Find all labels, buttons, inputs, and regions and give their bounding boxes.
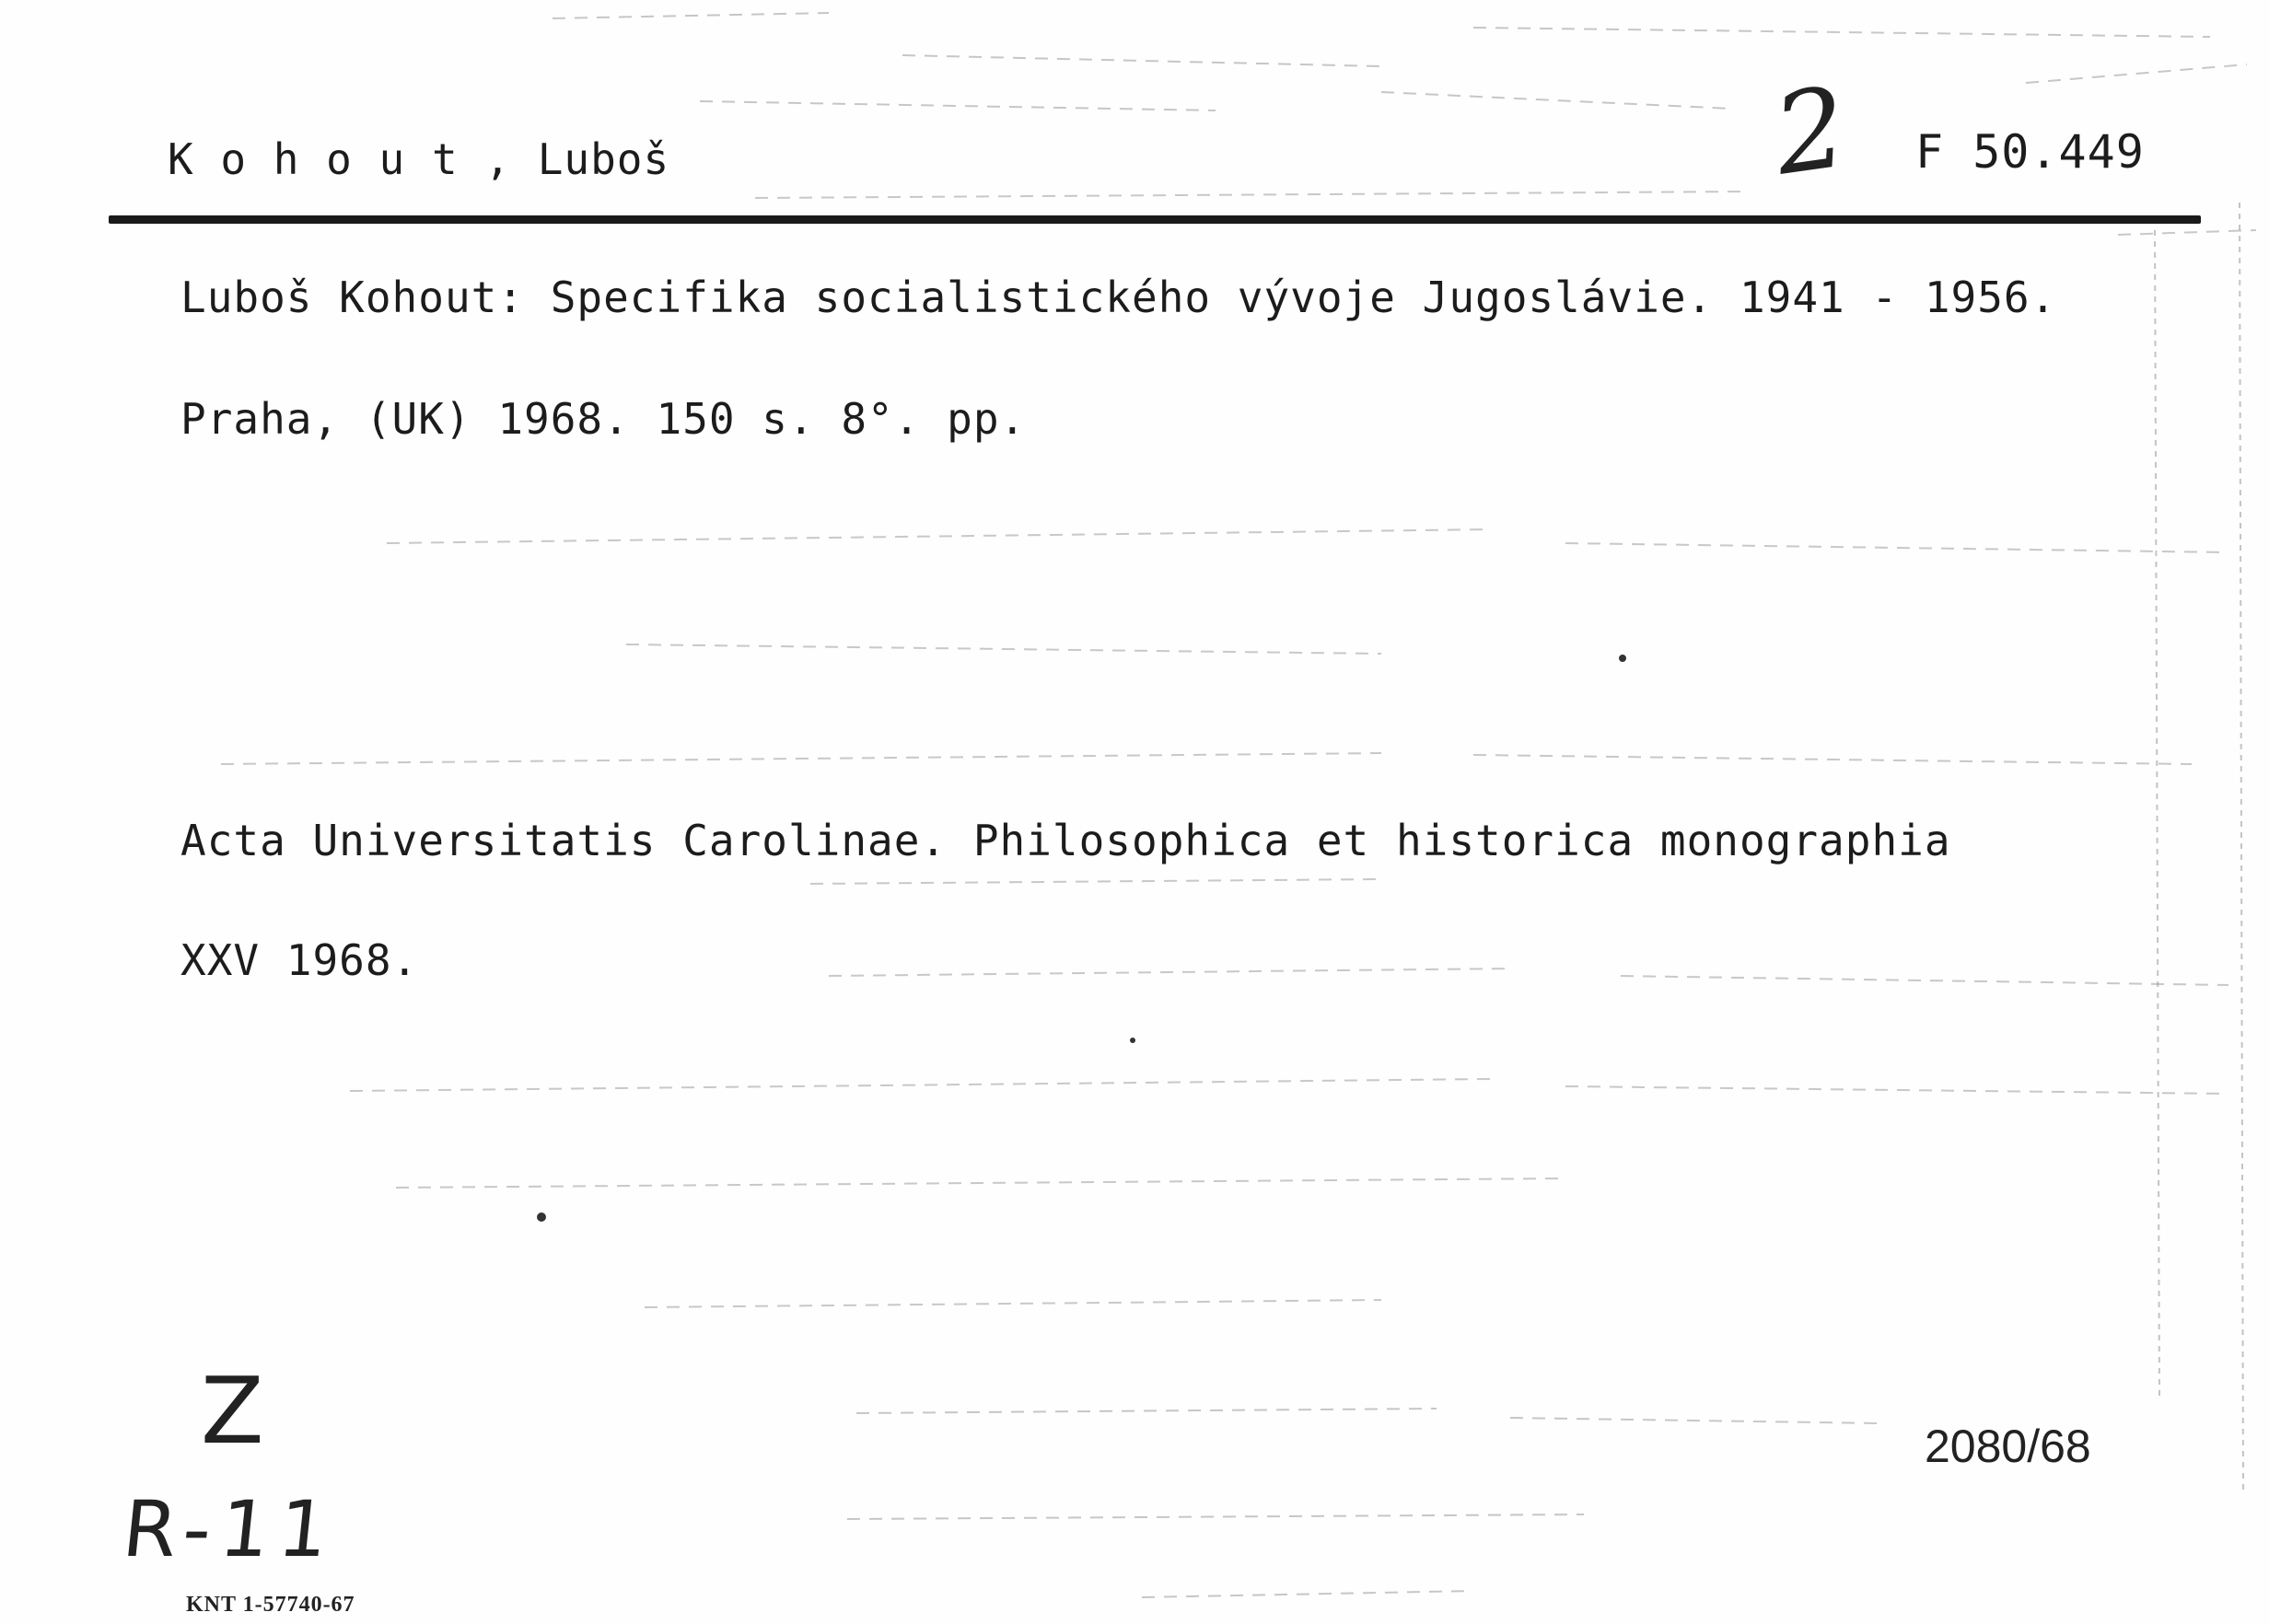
title-line: Luboš Kohout: Specifika socialistického vývoje Jugoslávie. 1941 - 1956.: [180, 273, 2057, 322]
heading-rule: [109, 215, 2201, 224]
series-line-1: Acta Universitatis Carolinae. Philosophica et historica monographia: [180, 816, 1951, 865]
shelfmark: F 50.449: [1915, 125, 2145, 179]
handwritten-number: 2: [1766, 64, 1855, 201]
series-line-2: XXV 1968.: [180, 935, 419, 985]
print-code: KNT 1-57740-67: [186, 1593, 355, 1617]
imprint-line: Praha, (UK) 1968. 150 s. 8°. pp.: [180, 394, 1027, 444]
handwritten-mark-z: Z: [201, 1357, 264, 1465]
handwritten-mark-r: R-11: [118, 1484, 343, 1574]
accession-number: 2080/68: [1925, 1421, 2091, 1472]
author-heading: K o h o u t , Luboš: [168, 134, 670, 184]
